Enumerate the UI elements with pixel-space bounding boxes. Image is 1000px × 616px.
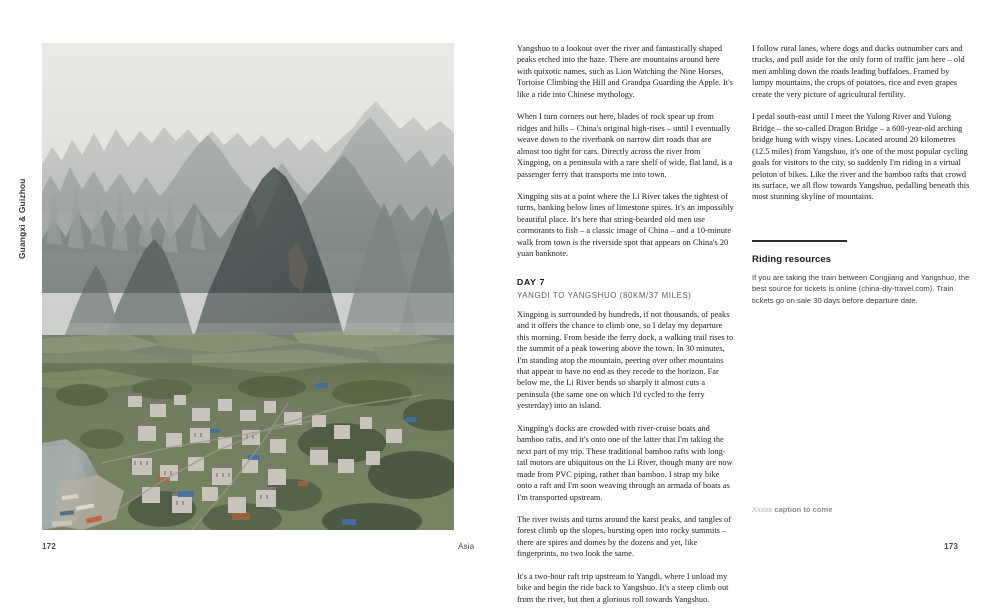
caption-lead: Xxxxx	[752, 505, 773, 514]
folio-left: 172	[42, 542, 56, 551]
caption-text: caption to come	[774, 505, 833, 514]
paragraph: Yangshuo to a lookout over the river and fantastically shaped peaks etched into the haze. There are mountains around here with quixotic names, such as Lion Watching the Nine Horses, Tortoise Climbing the Hill and Grandpa Guarding the Apple. It's like a ride into Chinese mythology.	[517, 44, 733, 99]
right-page	[500, 0, 1000, 604]
paragraph: When I turn corners out here, blades of rock spear up from ridges and hills – China's original high-rises – until I eventually weave down to the riverbank on narrow dirt roads that are almost too tight for cars. Directly across the river from Xingping, on a peninsula with a rare shelf of wide, flat land, is a passenger ferry that transports me into town.	[517, 112, 733, 179]
paragraph: It's a two-hour raft trip upstream to Yangdi, where I unload my bike and begin the ride back to Yangshuo. It's a steep climb out from the river, but then a glorious roll towards Yangshuo.	[517, 571, 729, 604]
vertical-running-head: Guangxi & Guizhou	[17, 178, 27, 259]
text-column-b	[752, 43, 970, 214]
riding-resources-box	[752, 240, 970, 306]
paragraph: Xingping sits at a point where the Li River takes the tightest of turns, banking below lines of limestone spires. It's an impossibly beautiful place. It's here that string-bearded old men use cormorants to fish – a classic image of China – and a 10-minute walk from town is the riverside spot that appears on China's 20 yuan banknote.	[517, 191, 734, 259]
photo-caption	[752, 505, 970, 514]
paragraph: Xingping's docks are crowded with river-cruise boats and bamboo rafts, and it's onto one of the latter that I'm taking the next part of my trip. These traditional bamboo rafts with long-tail motors are ubiquitous on the Li River, though many are now made from PVC piping, rather than bamboo. I strap my bike onto a raft and I'm soon weaving through an armada of boats as I'm transported upstream.	[517, 423, 733, 502]
day-heading: DAY 7	[517, 276, 546, 287]
text-column-a	[517, 43, 735, 616]
left-page	[0, 0, 500, 572]
landscape-photograph	[42, 43, 454, 530]
riding-resources-title: Riding resources	[752, 254, 832, 266]
paragraph: I pedal south-east until I meet the Yulong River and Yulong Bridge – the so-called Dragon Bridge – a 600-year-old arching bridge hung with wispy vines. Located around 20 kilometres (12.5 miles) from Yangshuo, it's one of the most popular cycling goals for visitors to the city, so suddenly I'm riding in a virtual peloton of bikes. Like the river and the bamboo rafts that crowd its surface, we all flow towards Yangshuo, pedalling beneath this most stunning skyline of mountains.	[752, 112, 970, 202]
day-subheading: YANGDI TO YANGSHUO (80KM/37 MILES)	[517, 289, 692, 300]
riding-resources-body: If you are taking the train between Congjiang and Yangshuo, the best source for tickets is online (china-diy-travel.com). Train tickets go on sale 30 days before departure date.	[752, 273, 970, 305]
running-foot: Asia	[458, 542, 475, 551]
photo-artwork	[42, 43, 454, 530]
section-rule	[752, 240, 847, 242]
paragraph: I follow rural lanes, where dogs and ducks outnumber cars and trucks, and pull aside for the only form of traffic jam here – old men ambling down the roads leading buffaloes. Framed by lumpy mountains, the crops of potatoes, rice and even grapes create the very picture of agricultural fertility.	[752, 44, 965, 99]
folio-right: 173	[944, 542, 958, 551]
paragraph: Xingping is surrounded by hundreds, if not thousands, of peaks and it offers the chance to climb one, so I delay my departure this morning. From beside the ferry dock, a walking trail rises to the summit of a peak towering above the town. In 30 minutes, I'm standing atop the mountain, peering over other mountains that appear to have no end as they recede to the horizon. Far below me, the Li River bends so sharply it almost cuts a peninsula (the same one on which I'd cycled to the ferry yesterday) into an island.	[517, 309, 734, 411]
paragraph: The river twists and turns around the karst peaks, and tangles of forest climb up the slopes, bursting open into rocky summits – there are spires and domes by the dozens and yet, like fingerprints, no two look the same.	[517, 514, 732, 559]
